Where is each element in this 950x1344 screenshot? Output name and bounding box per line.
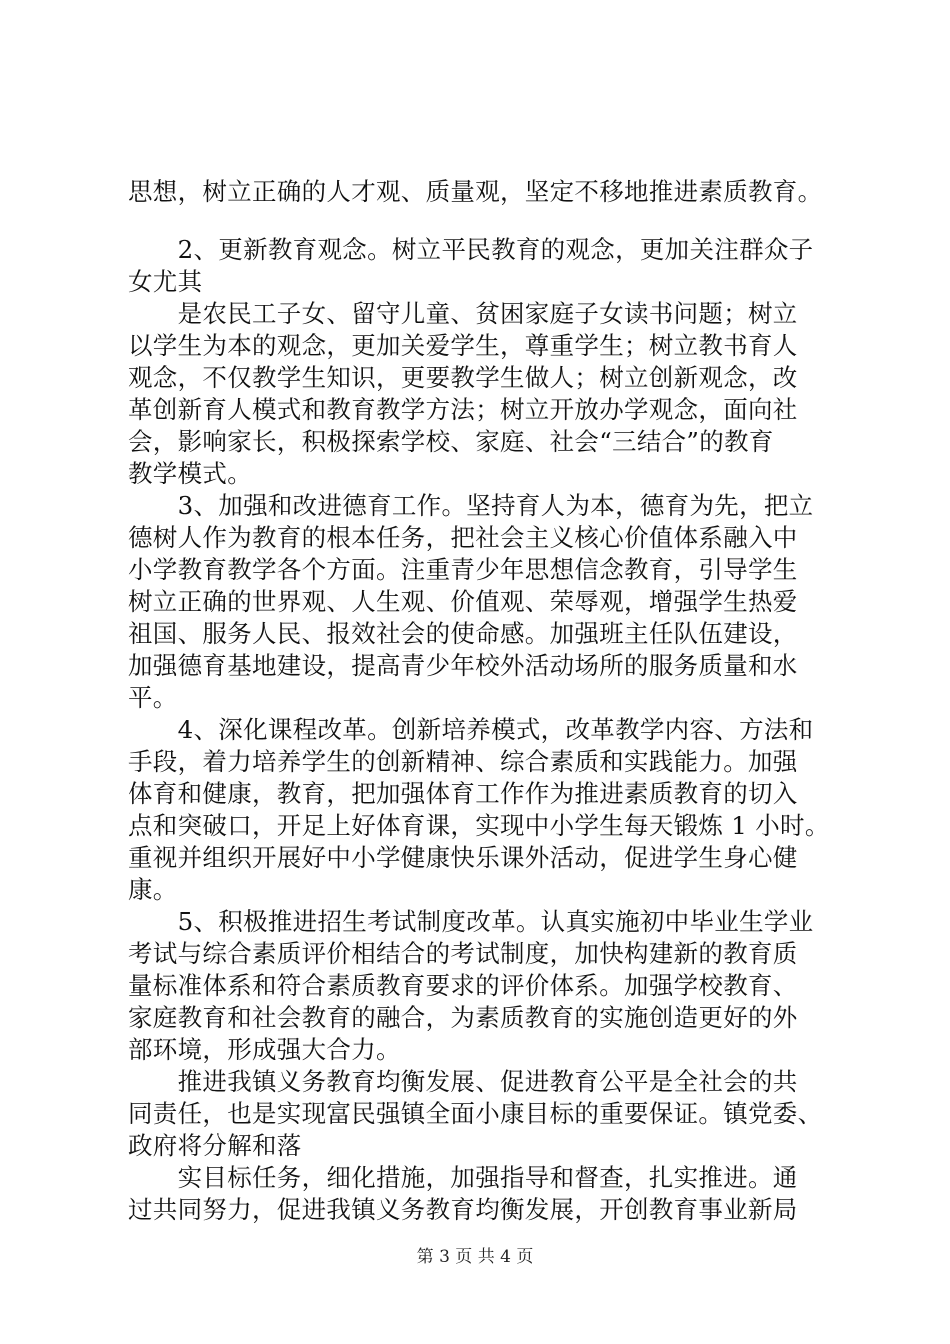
text-line: 家庭教育和社会教育的融合，为素质教育的实施创造更好的外 — [128, 1003, 798, 1032]
page-number-footer: 第 3 页 共 4 页 — [416, 1247, 534, 1267]
text-line: 小学教育教学各个方面。注重青少年思想信念教育，引导学生 — [128, 555, 798, 584]
text-line: 推进我镇义务教育均衡发展、促进教育公平是全社会的共 — [128, 1067, 798, 1096]
text-line: 观念，不仅教学生知识，更要教学生做人；树立创新观念，改 — [128, 363, 798, 392]
text-line: 实目标任务，细化措施，加强指导和督查，扎实推进。通 — [128, 1163, 798, 1192]
text-line: 康。 — [128, 875, 178, 904]
text-line: 加强德育基地建设，提高青少年校外活动场所的服务质量和水 — [128, 651, 798, 680]
text-line: 以学生为本的观念，更加关爱学生，尊重学生；树立教书育人 — [128, 331, 798, 360]
text-line: 3、加强和改进德育工作。坚持育人为本，德育为先，把立 — [128, 491, 814, 520]
text-line: 2、更新教育观念。树立平民教育的观念，更加关注群众子 — [128, 235, 814, 264]
text-line: 点和突破口，开足上好体育课，实现中小学生每天锻炼 1 小时。 — [128, 811, 830, 840]
text-line: 平。 — [128, 683, 178, 712]
text-line: 同责任，也是实现富民强镇全面小康目标的重要保证。镇党委、 — [128, 1099, 823, 1128]
text-line: 树立正确的世界观、人生观、价值观、荣辱观，增强学生热爱 — [128, 587, 798, 616]
text-line: 量标准体系和符合素质教育要求的评价体系。加强学校教育、 — [128, 971, 798, 1000]
text-line: 革创新育人模式和教育教学方法；树立开放办学观念，面向社 — [128, 395, 798, 424]
text-line: 4、深化课程改革。创新培养模式，改革教学内容、方法和 — [128, 715, 814, 744]
text-line: 女尤其 — [128, 267, 203, 296]
text-line: 祖国、服务人民、报效社会的使命感。加强班主任队伍建设， — [128, 619, 798, 648]
text-line: 重视并组织开展好中小学健康快乐课外活动，促进学生身心健 — [128, 843, 798, 872]
text-line: 德树人作为教育的根本任务，把社会主义核心价值体系融入中 — [128, 523, 798, 552]
text-line: 5、积极推进招生考试制度改革。认真实施初中毕业生学业 — [128, 907, 814, 936]
text-line: 考试与综合素质评价相结合的考试制度，加快构建新的教育质 — [128, 939, 798, 968]
text-line: 部环境，形成强大合力。 — [128, 1035, 401, 1064]
text-line: 手段，着力培养学生的创新精神、综合素质和实践能力。加强 — [128, 747, 798, 776]
text-line: 过共同努力，促进我镇义务教育均衡发展，开创教育事业新局 — [128, 1195, 798, 1224]
text-line: 是农民工子女、留守儿童、贫困家庭子女读书问题；树立 — [128, 299, 798, 328]
text-line: 思想，树立正确的人才观、质量观，坚定不移地推进素质教育。 — [128, 177, 823, 206]
text-line: 教学模式。 — [128, 459, 252, 488]
text-line: 会，影响家长，积极探索学校、家庭、社会“三结合”的教育 — [128, 427, 774, 456]
text-line: 体育和健康，教育，把加强体育工作作为推进素质教育的切入 — [128, 779, 798, 808]
text-line: 政府将分解和落 — [128, 1131, 302, 1160]
